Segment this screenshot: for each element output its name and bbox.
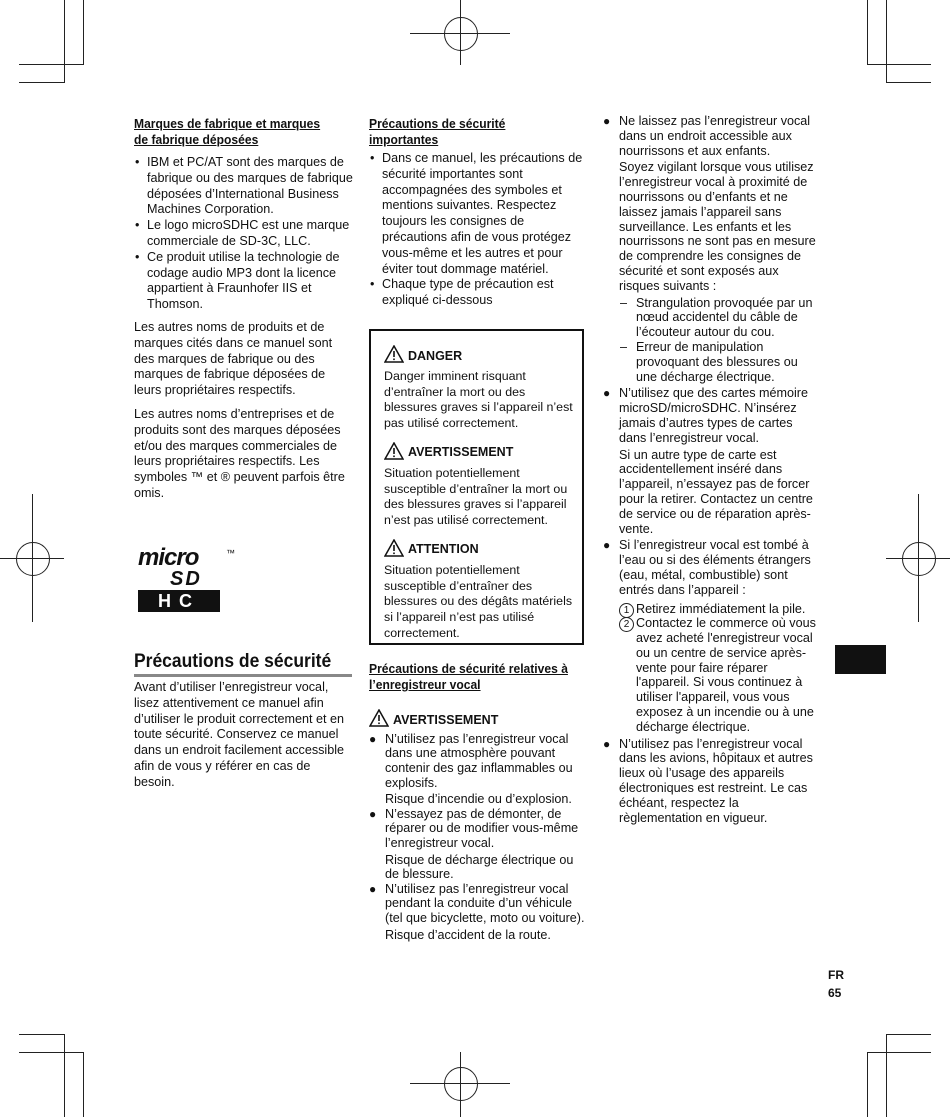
crop-mark <box>886 0 887 83</box>
warning-triangle-icon <box>369 709 389 732</box>
crop-mark <box>83 1052 84 1117</box>
column-safety-rules <box>603 114 819 825</box>
logo-text-sd: SD <box>170 568 202 590</box>
column-precautions <box>369 116 587 309</box>
logo-text-hc: HC <box>158 591 200 611</box>
trademark-list <box>134 155 354 313</box>
crop-mark <box>19 82 64 83</box>
crop-mark <box>64 0 65 83</box>
list-item-note: Risque d’incendie ou d’explosion. <box>385 792 572 807</box>
warning-bullets <box>369 732 587 942</box>
warning-levels-box <box>369 329 584 645</box>
dash-item: – Strangulation provoquée par un nœud accidentel du câble de l’écouteur autour du cou. <box>620 295 813 340</box>
list-item: ● Ne laissez pas l’enregistreur vocal dans un endroit accessible aux nourrissons et aux enfants. <box>603 114 811 158</box>
list-item: ● N’utilisez que des cartes mémoire microSD/microSDHC. N’insérez jamais d’autres types de cartes dans l’enregistreur vocal. <box>603 386 808 445</box>
column-recorder-precautions <box>369 661 587 942</box>
danger-block: DANGER Danger imminent risquant d’entraîner la mort ou des blessures graves si l’appareil n’est pas utilisé correctement. <box>384 345 574 432</box>
section-intro: Avant d’utiliser l’enregistreur vocal, lisez attentivement ce manuel afin d’utiliser le produit correctement et en toute sécurité. Conservez ce manuel dans un endroit facilement accessible afin de vous y référer en cas de besoin. <box>134 680 345 789</box>
crop-mark <box>886 1034 887 1117</box>
trademark-symbol: ™ <box>226 548 235 558</box>
microsdhc-logo <box>138 546 238 622</box>
warning-triangle-icon <box>384 345 404 368</box>
crop-mark <box>867 0 868 65</box>
crop-mark <box>64 1034 65 1117</box>
crop-mark <box>867 1052 931 1053</box>
list-item: • Dans ce manuel, les précautions de sécurité importantes sont accompagnées des symboles et mentions suivantes. Respectez toujours les consignes de précautions afin de vous protégez vous-même et les autres et pour éviter tout dommage matériel. <box>370 151 583 276</box>
crop-mark <box>867 64 931 65</box>
language-tab-marker <box>835 645 886 674</box>
logo-hc-box <box>138 590 220 612</box>
list-item: ● N’utilisez pas l’enregistreur vocal dans une atmosphère pouvant contenir des gaz inflammables ou explosifs. <box>369 731 573 790</box>
section-title-rule <box>134 674 352 677</box>
list-item: • Ce produit utilise la technologie de codage audio MP3 dont la licence appartient à Fraunhofer IIS et Thomson. <box>135 249 340 312</box>
list-item: ● N’utilisez pas l’enregistreur vocal dans les avions, hôpitaux et autres lieux où l’usage des appareils électroniques est restreint. Le cas échéant, respectez la règlementation en vigueur. <box>603 736 813 825</box>
list-item-note: Si un autre type de carte est accidentellement inséré dans l’appareil, n’essayez pas de forcer pour la retirer. Contactez un centre de service ou de réparation après-vente. <box>619 447 813 536</box>
list-item: ● Si l’enregistreur vocal est tombé à l’eau ou si des éléments étrangers (eau, métal, combustible) sont entrés dans l’appareil : <box>603 538 811 597</box>
crop-mark <box>83 0 84 65</box>
trademark-paragraph: Les autres noms de produits et de marques cités dans ce manuel sont des marques de fabrique ou des marques de fabrique déposées de leurs propriétaires respectifs. <box>134 319 333 398</box>
column-trademarks <box>134 116 354 510</box>
crop-mark <box>19 1052 83 1053</box>
warning-triangle-icon <box>384 442 404 465</box>
crop-mark <box>19 64 83 65</box>
crop-mark <box>886 1034 931 1035</box>
section-title: Précautions de sécurité <box>134 651 332 672</box>
logo-text-micro: micro <box>138 544 199 571</box>
list-item: ● N’essayez pas de démonter, de réparer ou de modifier vous-même l’enregistreur vocal. <box>369 806 579 850</box>
language-code: FR <box>828 968 844 982</box>
list-item: • Le logo microSDHC est une marque commerciale de SD-3C, LLC. <box>135 218 350 248</box>
list-item-note: Risque d’accident de la route. <box>385 927 551 942</box>
list-item: ● N’utilisez pas l’enregistreur vocal pendant la conduite d’un véhicule (tel que bicyclette, moto ou voiture). <box>369 881 585 925</box>
crop-mark <box>867 1052 868 1117</box>
list-item: • Chaque type de précaution est expliqué ci-dessous <box>370 277 554 308</box>
crop-mark <box>886 82 931 83</box>
trademarks-heading: Marques de fabrique et marques de fabrique déposées <box>134 116 321 147</box>
step-item: 1 Retirez immédiatement la pile. <box>603 602 819 617</box>
recorder-precautions-heading: Précautions de sécurité relatives à l’enregistreur vocal <box>369 661 568 692</box>
precautions-list <box>369 151 587 309</box>
page-number: 65 <box>828 986 842 1000</box>
crop-mark <box>19 1034 64 1035</box>
precautions-heading: Précautions de sécurité importantes <box>369 116 506 147</box>
list-item-note: Soyez vigilant lorsque vous utilisez l’enregistreur vocal à proximité de nourrissons ou d’enfants et ne laissez jamais l’appareil sans surveillance. Les enfants et les nourrissons ne sont pas en mesure de comprendre les consignes de sécurité et sont exposés aux risques suivants : <box>619 160 816 293</box>
list-item: • IBM et PC/AT sont des marques de fabrique ou des marques de fabrique déposées d’International Business Machines Corporation. <box>135 155 353 217</box>
attention-block: ATTENTION Situation potentiellement susceptible d’entraîner des blessures ou des dégâts matériels si l’appareil n’est pas utilisé correctement. <box>384 539 574 642</box>
avertissement-block: AVERTISSEMENT Situation potentiellement susceptible d’entraîner la mort ou des blessures graves si l’appareil n’est pas utilisé correctement. <box>384 442 574 529</box>
warning-title: AVERTISSEMENT <box>369 709 587 732</box>
list-item-note: Risque de décharge électrique ou de blessure. <box>385 852 574 882</box>
dash-item: – Erreur de manipulation provoquant des blessures ou une décharge électrique. <box>620 339 798 384</box>
step-item: 2 Contactez le commerce où vous avez acheté l'enregistreur vocal ou un centre de service après-vente pour faire réparer l'appareil. Si vous continuez à utiliser l'appareil, vous vous exposez à un incendie ou à une décharge électrique. <box>603 616 819 734</box>
trademark-paragraph-2: Les autres noms d’entreprises et de produits sont des marques déposées et/ou des marques commerciales de leurs propriétaires respectifs. Les symboles ™ et ® peuvent parfois être omis. <box>134 406 345 500</box>
warning-triangle-icon <box>384 539 404 562</box>
